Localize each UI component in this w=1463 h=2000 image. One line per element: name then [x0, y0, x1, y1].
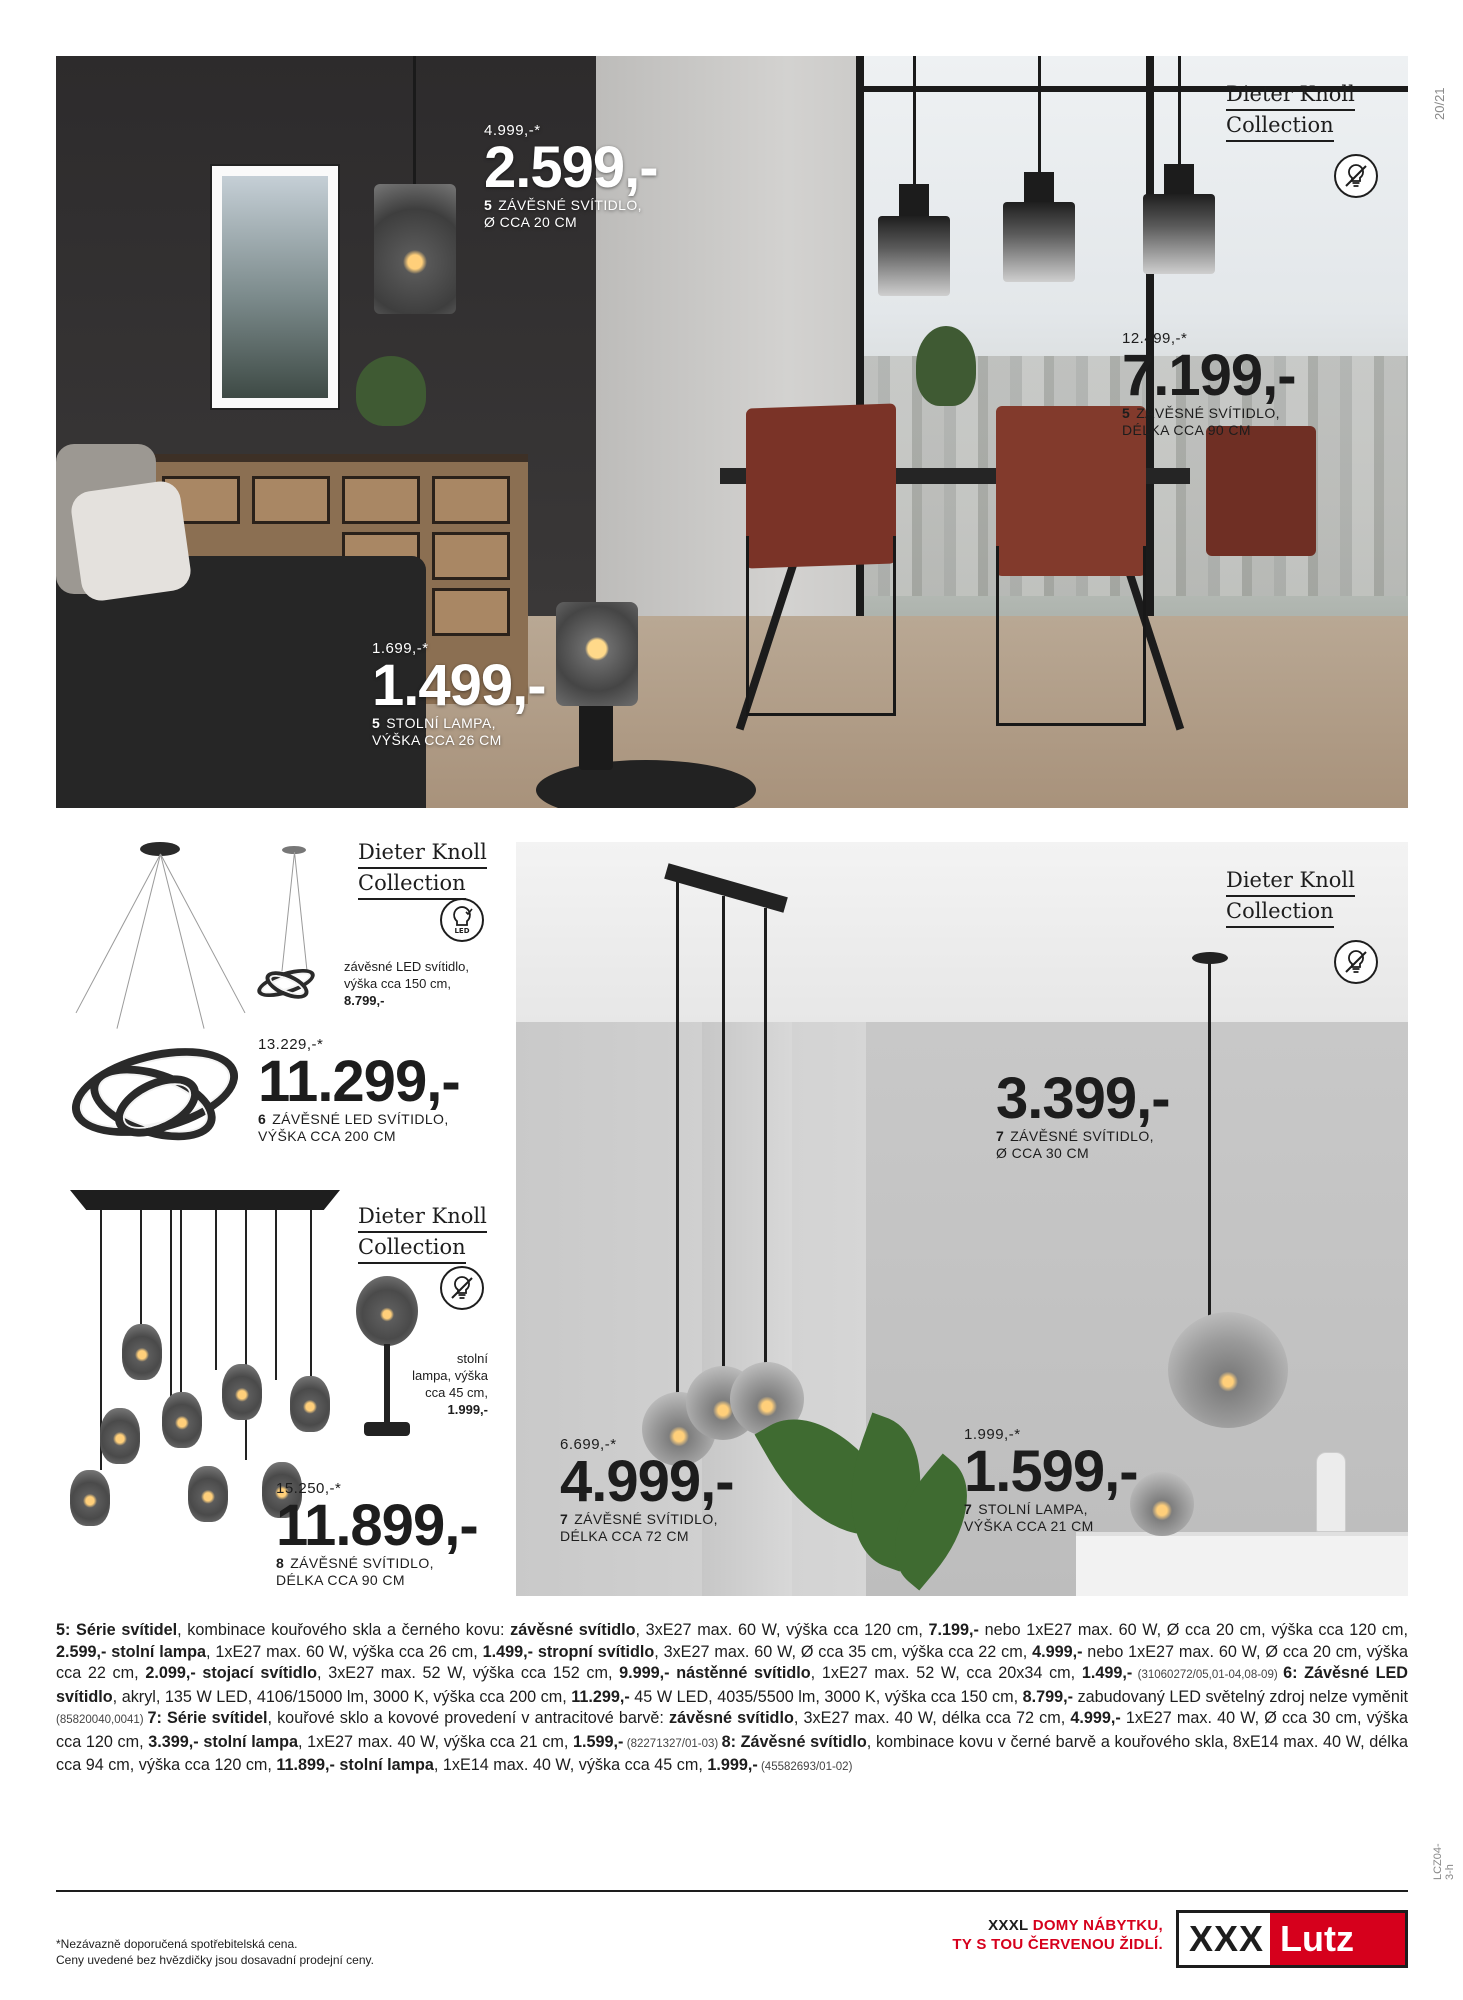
logo-lutz: Lutz [1270, 1913, 1405, 1965]
price: 1.599,- [964, 1439, 1138, 1504]
old-price: 4.999,-* [484, 122, 541, 139]
text: stojací svítidlo [195, 1664, 318, 1682]
note-line2: výška cca 150 cm, [344, 976, 451, 991]
led-small-pendant-image [244, 842, 324, 1012]
bulb-not-included-icon [1334, 940, 1378, 984]
text: nebo 1xE27 max. 60 W, Ø cca 20 cm, výška cca 120 cm, [978, 1621, 1408, 1639]
product-fine-print [56, 1620, 1408, 1779]
old-price: 12.499,-* [1122, 330, 1188, 347]
item-number: 5 [484, 197, 493, 213]
price-tag-pendant-long [1122, 330, 1296, 439]
price-desc-line2: VÝŠKA CCA 21 CM [964, 1518, 1094, 1534]
text: stolní lampa [106, 1642, 207, 1661]
disclaimer-line2: Ceny uvedené bez hvězdičky jsou dosavadní prodejní ceny. [56, 1953, 374, 1967]
catalog-code: LCZ04-3-h [1432, 1843, 1456, 1880]
tagline-xxxl: XXXL [988, 1917, 1033, 1934]
series-6-label: 6: Závěsné LED svítidlo [56, 1664, 1408, 1706]
led-icon-label: LED [454, 927, 470, 935]
price: 4.999,- [1070, 1709, 1121, 1727]
price: 4.999,- [1032, 1642, 1083, 1661]
article-code: (82271327/01-03) [623, 1737, 722, 1750]
item-number: 5 [372, 715, 381, 731]
text: , akryl, 135 W LED, 4106/15000 lm, 3000 K, výška cca 200 cm, [112, 1687, 572, 1706]
item-number: 7 [996, 1128, 1005, 1144]
note-line2: lampa, výška [412, 1368, 488, 1383]
brand-logo [1226, 80, 1355, 142]
text: 45 W LED, 4035/5500 lm, 3000 K, výška cca 150 cm, [629, 1687, 1023, 1706]
tagline-line2: TY S TOU ČERVENOU ŽIDLÍ. [952, 1936, 1163, 1953]
price: 11.899,- [276, 1493, 478, 1558]
text: , 1xE27 max. 40 W, výška cca 21 cm, [297, 1732, 574, 1751]
price: 1.999,- [707, 1756, 758, 1774]
price-disclaimer [56, 1936, 374, 1968]
brand-line2: Collection [358, 869, 466, 900]
note-line3: cca 45 cm, [425, 1385, 488, 1400]
text: stropní svítidlo [533, 1642, 655, 1661]
brand-line1: Dieter Knoll [1226, 866, 1355, 897]
note-price: 8.799,- [344, 993, 385, 1008]
price-desc-line2: Ø CCA 30 CM [996, 1145, 1090, 1161]
article-code: (31060272/05,01-04,08-09) [1132, 1669, 1284, 1681]
bulb-not-included-icon [1334, 154, 1378, 198]
price-desc-line2: VÝŠKA CCA 200 CM [258, 1128, 396, 1144]
old-price: 13.229,-* [258, 1036, 324, 1053]
brand-line1: Dieter Knoll [358, 838, 487, 869]
price: 1.499,- [1081, 1664, 1133, 1682]
note-line1: stolní [456, 1351, 488, 1366]
price-desc-line2: DÉLKA CCA 90 CM [1122, 422, 1251, 438]
price: 11.299,- [258, 1049, 460, 1114]
note-line1: závěsné LED svítidlo, [344, 959, 470, 974]
tagline-line1: DOMY NÁBYTKU, [1032, 1917, 1163, 1934]
text: stolní lampa [198, 1732, 298, 1751]
brand-line2: Collection [358, 1233, 466, 1264]
text: 1xE27 max. 40 W, Ø cca 30 cm, výška cca 120 cm, [56, 1709, 1408, 1751]
price: 3.399,- [996, 1066, 1170, 1131]
price-desc-line1: STOLNÍ LAMPA, [386, 715, 496, 731]
old-price: 6.699,-* [560, 1436, 617, 1453]
text: , 1xE14 max. 40 W, výška cca 45 cm, [433, 1756, 708, 1774]
price: 8.799,- [1022, 1687, 1074, 1706]
cluster-lamp-note [412, 1350, 488, 1418]
led-ring-pendant-image [60, 842, 250, 1172]
article-code: (45582693/01-02) [757, 1761, 853, 1773]
footer-divider [56, 1890, 1408, 1892]
text: závěsné svítidlo [669, 1709, 794, 1727]
disclaimer-line1: *Nezávazně doporučená spotřebitelská cena. [56, 1937, 298, 1951]
price: 11.899,- [276, 1756, 335, 1774]
price: 3.399,- [148, 1732, 199, 1751]
logo-xxx: XXX [1179, 1913, 1270, 1965]
price: 1.499,- [372, 653, 546, 718]
price-desc-line2: DÉLKA CCA 90 CM [276, 1572, 405, 1588]
text: nástěnné svítidlo [669, 1664, 811, 1682]
item-number: 8 [276, 1555, 285, 1571]
text: , 3xE27 max. 60 W, výška cca 120 cm, [635, 1621, 929, 1639]
text: stolní lampa [334, 1756, 434, 1774]
price-desc-line1: ZÁVĚSNÉ LED SVÍTIDLO, [272, 1111, 449, 1127]
old-price: 15.250,-* [276, 1480, 342, 1497]
price: 2.599,- [484, 135, 658, 200]
price-tag-room-lamp [964, 1426, 1138, 1535]
text: , 3xE27 max. 60 W, Ø cca 35 cm, výška cca 22 cm, [654, 1642, 1033, 1661]
item-number: 7 [964, 1501, 973, 1517]
text: nebo 1xE27 max. 60 W, Ø cca 20 cm, výška cca 22 cm, [56, 1642, 1408, 1682]
price: 1.599,- [573, 1732, 624, 1751]
brand-line1: Dieter Knoll [1226, 80, 1355, 111]
price: 9.999,- [619, 1664, 670, 1682]
text: závěsné svítidlo [510, 1621, 636, 1639]
series-7-label: 7: Série svítidel [147, 1709, 268, 1727]
brand-tagline [952, 1916, 1163, 1954]
text: , 1xE27 max. 52 W, cca 20x34 cm, [810, 1664, 1082, 1682]
brand-logo [1226, 866, 1355, 928]
price-desc-line1: ZÁVĚSNÉ SVÍTIDLO, [498, 197, 642, 213]
price-tag-table-lamp [372, 640, 546, 749]
price-desc-line1: ZÁVĚSNÉ SVÍTIDLO, [574, 1511, 718, 1527]
brand-line2: Collection [1226, 897, 1334, 928]
price-desc-line2: VÝŠKA CCA 26 CM [372, 732, 502, 748]
text: zabudovaný LED světelný zdroj nelze vyměnit [1073, 1687, 1409, 1706]
item-number: 6 [258, 1111, 267, 1127]
old-price: 1.699,-* [372, 640, 429, 657]
brand-line2: Collection [1226, 111, 1334, 142]
brand-line1: Dieter Knoll [358, 1202, 487, 1233]
price-desc-line1: ZÁVĚSNÉ SVÍTIDLO, [1010, 1128, 1154, 1144]
price-desc-line2: Ø CCA 20 CM [484, 214, 578, 230]
price-desc-line1: ZÁVĚSNÉ SVÍTIDLO, [1136, 405, 1280, 421]
series-5-label: 5: Série svítidel [56, 1621, 178, 1639]
text: , 3xE27 max. 52 W, výška cca 152 cm, [317, 1664, 620, 1682]
brand-logo [358, 838, 487, 900]
price: 4.999,- [560, 1449, 734, 1514]
price: 2.099,- [145, 1664, 196, 1682]
price-tag-room-triple [560, 1436, 734, 1545]
old-price: 1.999,-* [964, 1426, 1021, 1443]
text: , kombinace kouřového skla a černého kovu: [177, 1621, 511, 1639]
item-number: 5 [1122, 405, 1131, 421]
price-tag-room-single [996, 1066, 1170, 1162]
text: , 1xE27 max. 60 W, výška cca 26 cm, [206, 1642, 483, 1661]
price: 7.199,- [1122, 343, 1296, 408]
article-code: (85820040,0041) [56, 1714, 148, 1726]
series-8-label: 8: Závěsné svítidlo [721, 1732, 867, 1751]
led-bulb-icon [440, 898, 484, 942]
item-number: 7 [560, 1511, 569, 1527]
price: 11.299,- [571, 1687, 630, 1706]
price: 7.199,- [928, 1621, 979, 1639]
cluster-table-lamp-image [352, 1276, 422, 1446]
text: , 3xE27 max. 40 W, délka cca 72 cm, [793, 1709, 1071, 1727]
bulb-not-included-icon [440, 1266, 484, 1310]
price-tag-led-ring [258, 1036, 460, 1145]
page-number: 20/21 [1432, 87, 1447, 120]
note-price: 1.999,- [447, 1402, 488, 1417]
price-desc-line1: ZÁVĚSNÉ SVÍTIDLO, [290, 1555, 434, 1571]
text: , kouřové sklo a kovové provedení v antracitové barvě: [267, 1709, 670, 1727]
led-small-note [344, 958, 469, 1009]
text: , kombinace kovu v černé barvě a kouřového skla, 8xE14 max. 40 W, délka cca 94 cm, výška cca 120 cm, [56, 1732, 1408, 1774]
xxxlutz-logo[interactable] [1176, 1910, 1408, 1968]
price-tag-cluster [276, 1480, 478, 1589]
price: 1.499,- [482, 1642, 534, 1661]
price-desc-line2: DÉLKA CCA 72 CM [560, 1528, 689, 1544]
price-tag-pendant-small [484, 122, 658, 231]
price-desc-line1: STOLNÍ LAMPA, [978, 1501, 1088, 1517]
price: 2.599,- [56, 1642, 107, 1661]
brand-logo [358, 1202, 487, 1264]
